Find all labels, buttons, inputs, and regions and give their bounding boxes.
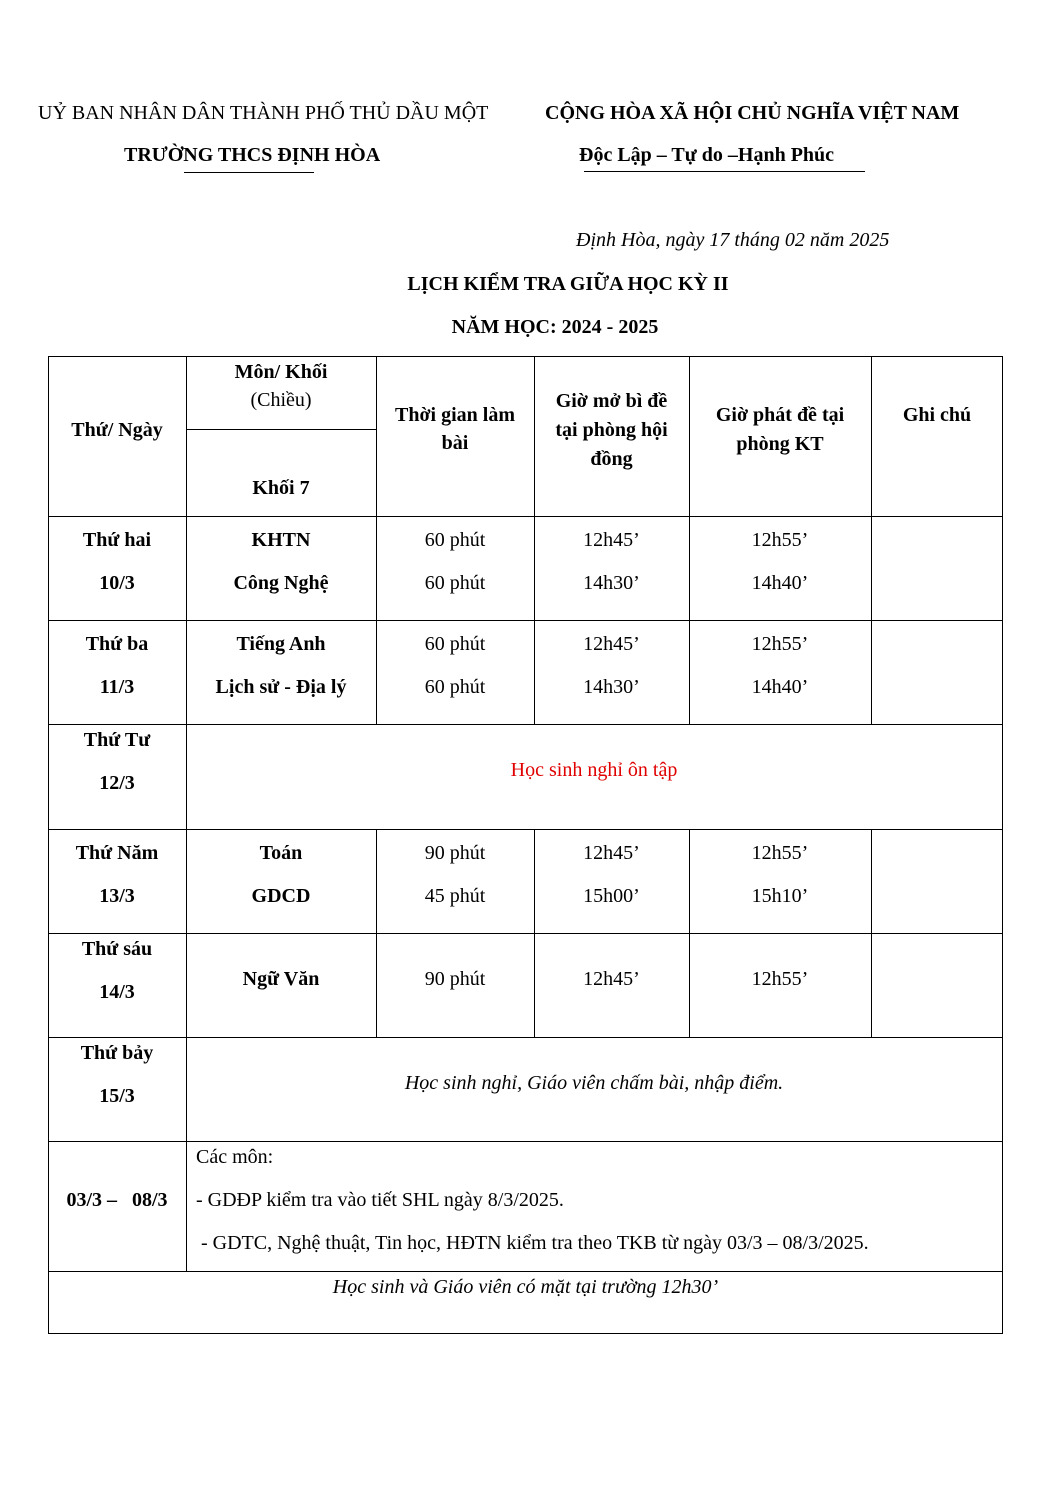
row-distribute-time: 14h40’ <box>751 676 809 698</box>
row-open-time: 12h45’ <box>583 968 640 990</box>
row-day: Thứ sáu <box>81 938 153 960</box>
row-duration: 60 phút <box>424 633 486 655</box>
national-motto-underline <box>584 171 865 172</box>
header-distribute: Giờ phát đề tại <box>715 404 845 426</box>
header-subject: Môn/ Khối <box>234 361 328 383</box>
row-duration: 60 phút <box>424 676 486 698</box>
header-split-line <box>186 429 376 430</box>
row-line <box>48 1141 1003 1142</box>
row-date: 14/3 <box>99 981 135 1003</box>
header-duration: Thời gian làm <box>395 404 515 426</box>
issuing-authority: UỶ BAN NHÂN DÂN THÀNH PHỐ THỦ DẦU MỘT <box>38 102 489 124</box>
review-day-note: Học sinh nghỉ ôn tập <box>510 759 678 781</box>
row-subject: GDCD <box>251 885 311 907</box>
row-subject: KHTN <box>251 529 311 551</box>
document-title: LỊCH KIỂM TRA GIỮA HỌC KỲ II <box>407 273 729 295</box>
table-border-right <box>1002 356 1003 1334</box>
row-line <box>48 516 1003 517</box>
row-day: Thứ bảy <box>80 1042 154 1064</box>
header-open-3: đồng <box>590 448 633 470</box>
row-distribute-time: 14h40’ <box>751 572 809 594</box>
row-line <box>48 620 1003 621</box>
row-distribute-time: 12h55’ <box>751 633 809 655</box>
row-distribute-time: 12h55’ <box>751 968 809 990</box>
school-name: TRƯỜNG THCS ĐỊNH HÒA <box>124 144 381 166</box>
row-line <box>48 1271 1003 1272</box>
header-distribute-2: phòng KT <box>736 433 824 455</box>
row-open-time: 12h45’ <box>583 633 640 655</box>
row-date: 10/3 <box>99 572 135 594</box>
col-line <box>871 829 872 1038</box>
row-duration: 90 phút <box>424 842 486 864</box>
row-line <box>48 829 1003 830</box>
row-distribute-time: 12h55’ <box>751 529 809 551</box>
row-subject: Toán <box>259 842 303 864</box>
row-date: 15/3 <box>99 1085 135 1107</box>
other-subjects-timetable: - GDTC, Nghệ thuật, Tin học, HĐTN kiểm tra theo TKB từ ngày 03/3 – 08/3/2025. <box>196 1232 869 1254</box>
row-subject: Tiếng Anh <box>236 633 326 655</box>
row-duration: 45 phút <box>424 885 486 907</box>
header-grade: Khối 7 <box>252 477 310 499</box>
row-duration: 60 phút <box>424 572 486 594</box>
row-date: 11/3 <box>99 676 135 698</box>
row-distribute-time: 15h10’ <box>751 885 809 907</box>
row-duration: 90 phút <box>424 968 486 990</box>
row-open-time: 12h45’ <box>583 842 640 864</box>
school-year: NĂM HỌC: 2024 - 2025 <box>451 316 659 338</box>
table-border-top <box>48 356 1003 357</box>
other-subjects-range: 03/3 – 08/3 <box>66 1189 168 1211</box>
row-date: 13/3 <box>99 885 135 907</box>
arrival-note: Học sinh và Giáo viên có mặt tại trường 12h30’ <box>332 1276 719 1298</box>
row-day: Thứ hai <box>82 529 152 551</box>
date-line: Định Hòa, ngày 17 tháng 02 năm 2025 <box>576 229 890 251</box>
header-open: Giờ mở bì đề <box>555 390 668 412</box>
row-subject: Ngữ Văn <box>242 968 320 990</box>
row-open-time: 14h30’ <box>583 676 640 698</box>
row-duration: 60 phút <box>424 529 486 551</box>
header-duration-2: bài <box>441 432 469 454</box>
grading-day-note: Học sinh nghỉ, Giáo viên chấm bài, nhập điểm. <box>404 1072 784 1094</box>
other-subjects-gddp: - GDĐP kiểm tra vào tiết SHL ngày 8/3/2025. <box>196 1189 564 1211</box>
row-date: 12/3 <box>99 772 135 794</box>
national-title: CỘNG HÒA XÃ HỘI CHỦ NGHĨA VIỆT NAM <box>545 102 960 124</box>
row-day: Thứ Tư <box>83 729 151 751</box>
row-line <box>48 933 1003 934</box>
row-line <box>48 724 1003 725</box>
row-distribute-time: 12h55’ <box>751 842 809 864</box>
school-name-underline <box>184 172 314 173</box>
row-open-time: 15h00’ <box>583 885 640 907</box>
row-open-time: 12h45’ <box>583 529 640 551</box>
table-border-bottom <box>48 1333 1003 1334</box>
header-subject-note: (Chiều) <box>250 389 312 411</box>
row-line <box>48 1037 1003 1038</box>
exam-schedule-table <box>48 356 1003 1334</box>
row-day: Thứ Năm <box>75 842 159 864</box>
row-subject: Công Nghệ <box>233 572 329 594</box>
header-note: Ghi chú <box>902 404 972 426</box>
row-open-time: 14h30’ <box>583 572 640 594</box>
row-subject: Lịch sử - Địa lý <box>215 676 347 698</box>
national-motto: Độc Lập – Tự do –Hạnh Phúc <box>579 144 835 166</box>
header-day: Thứ/ Ngày <box>71 419 163 441</box>
row-day: Thứ ba <box>85 633 149 655</box>
other-subjects-intro: Các môn: <box>196 1146 274 1168</box>
header-open-2: tại phòng hội <box>555 419 668 441</box>
